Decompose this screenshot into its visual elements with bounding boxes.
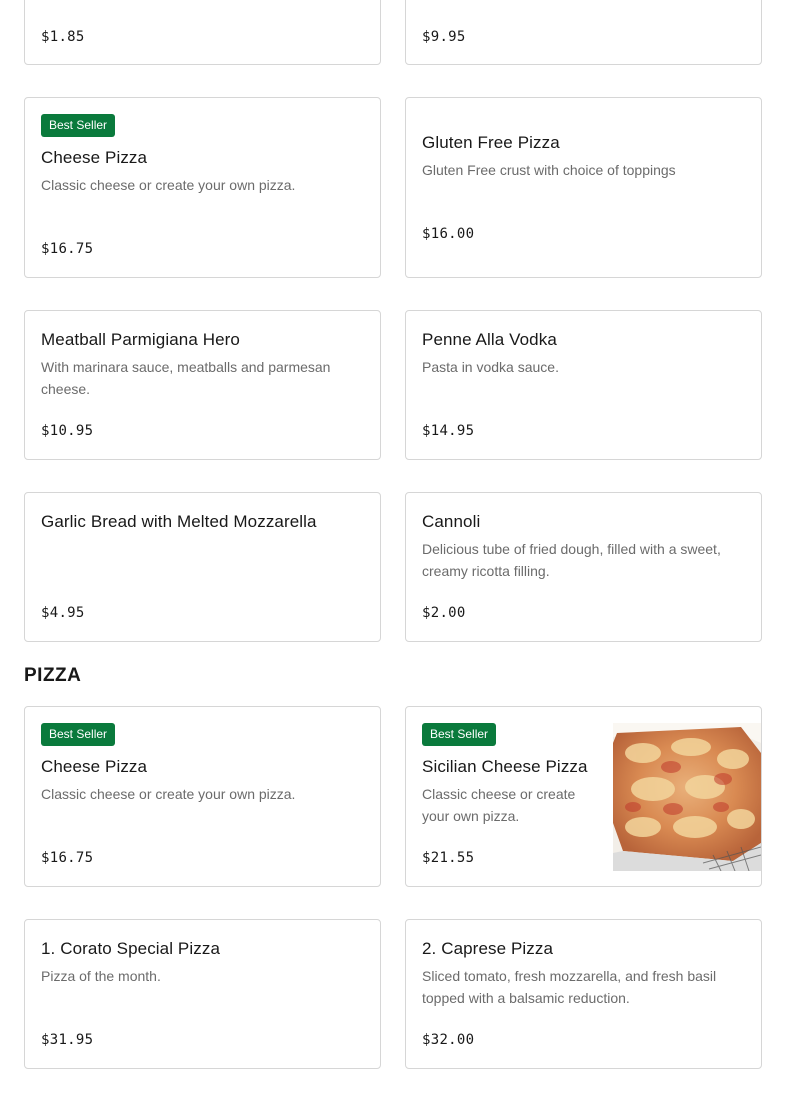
menu-item-card-gluten-free-pizza[interactable] bbox=[405, 97, 762, 278]
menu-item-description: Sliced tomato, fresh mozzarella, and fresh basil topped with a balsamic reduction. bbox=[422, 968, 717, 1006]
menu-item-card-sicilian-cheese-pizza[interactable] bbox=[405, 706, 762, 887]
menu-item-card-cheese-pizza[interactable] bbox=[24, 97, 381, 278]
menu-item-card-cheese-pizza-2[interactable] bbox=[24, 706, 381, 887]
menu-item-price: $16.75 bbox=[41, 850, 94, 866]
menu-item-title: Penne Alla Vodka bbox=[422, 330, 557, 349]
menu-item-price: $1.85 bbox=[41, 29, 85, 45]
menu-item-card-garlic-bread[interactable] bbox=[24, 492, 381, 642]
menu-item-title: Sicilian Cheese Pizza bbox=[422, 757, 588, 776]
menu-item-price: $16.75 bbox=[41, 241, 94, 257]
menu-item-description: Pizza of the month. bbox=[41, 968, 161, 984]
menu-item-description: Gluten Free crust with choice of toppings bbox=[422, 162, 676, 178]
menu-item-price: $4.95 bbox=[41, 605, 85, 621]
menu-item-title: 2. Caprese Pizza bbox=[422, 939, 554, 958]
menu-item-description: Classic cheese or create your own pizza. bbox=[41, 786, 296, 802]
best-seller-badge: Best Seller bbox=[41, 114, 115, 137]
menu-item-price: $16.00 bbox=[422, 226, 475, 242]
menu-item-price: $10.95 bbox=[41, 423, 94, 439]
menu-item-description: Classic cheese or create your own pizza. bbox=[41, 177, 296, 193]
menu-item-card-top-left[interactable] bbox=[24, 0, 381, 65]
menu-item-card-corato-special-pizza[interactable] bbox=[24, 919, 381, 1069]
menu-item-description: Delicious tube of fried dough, filled with a sweet, creamy ricotta filling. bbox=[422, 541, 721, 579]
menu-item-title: Gluten Free Pizza bbox=[422, 133, 560, 152]
menu-item-title: Cannoli bbox=[422, 512, 481, 531]
menu-item-description: Pasta in vodka sauce. bbox=[422, 359, 559, 375]
section-title-pizza: PIZZA bbox=[24, 665, 82, 686]
best-seller-badge: Best Seller bbox=[422, 723, 496, 746]
menu-item-title: Garlic Bread with Melted Mozzarella bbox=[41, 512, 317, 531]
menu-item-title: Meatball Parmigiana Hero bbox=[41, 330, 240, 349]
menu-item-description: Classic cheese or create your own pizza. bbox=[422, 786, 576, 824]
menu-item-price: $2.00 bbox=[422, 605, 466, 621]
menu-item-card-meatball-parmigiana-hero[interactable] bbox=[24, 310, 381, 460]
best-seller-badge: Best Seller bbox=[41, 723, 115, 746]
menu-item-price: $14.95 bbox=[422, 423, 475, 439]
menu-item-price: $32.00 bbox=[422, 1032, 475, 1048]
menu-item-price: $31.95 bbox=[41, 1032, 94, 1048]
menu-item-title: 1. Corato Special Pizza bbox=[41, 939, 220, 958]
sicilian-pizza-photo bbox=[613, 723, 761, 871]
menu-item-card-caprese-pizza[interactable] bbox=[405, 919, 762, 1069]
menu-item-card-top-right[interactable] bbox=[405, 0, 762, 65]
menu-item-description: With marinara sauce, meatballs and parmesan cheese. bbox=[41, 359, 331, 397]
menu-item-title: Cheese Pizza bbox=[41, 148, 148, 167]
menu-item-price: $9.95 bbox=[422, 29, 466, 45]
menu-item-card-penne-alla-vodka[interactable] bbox=[405, 310, 762, 460]
menu-item-card-cannoli[interactable] bbox=[405, 492, 762, 642]
menu-item-title: Cheese Pizza bbox=[41, 757, 148, 776]
menu-item-price: $21.55 bbox=[422, 850, 475, 866]
